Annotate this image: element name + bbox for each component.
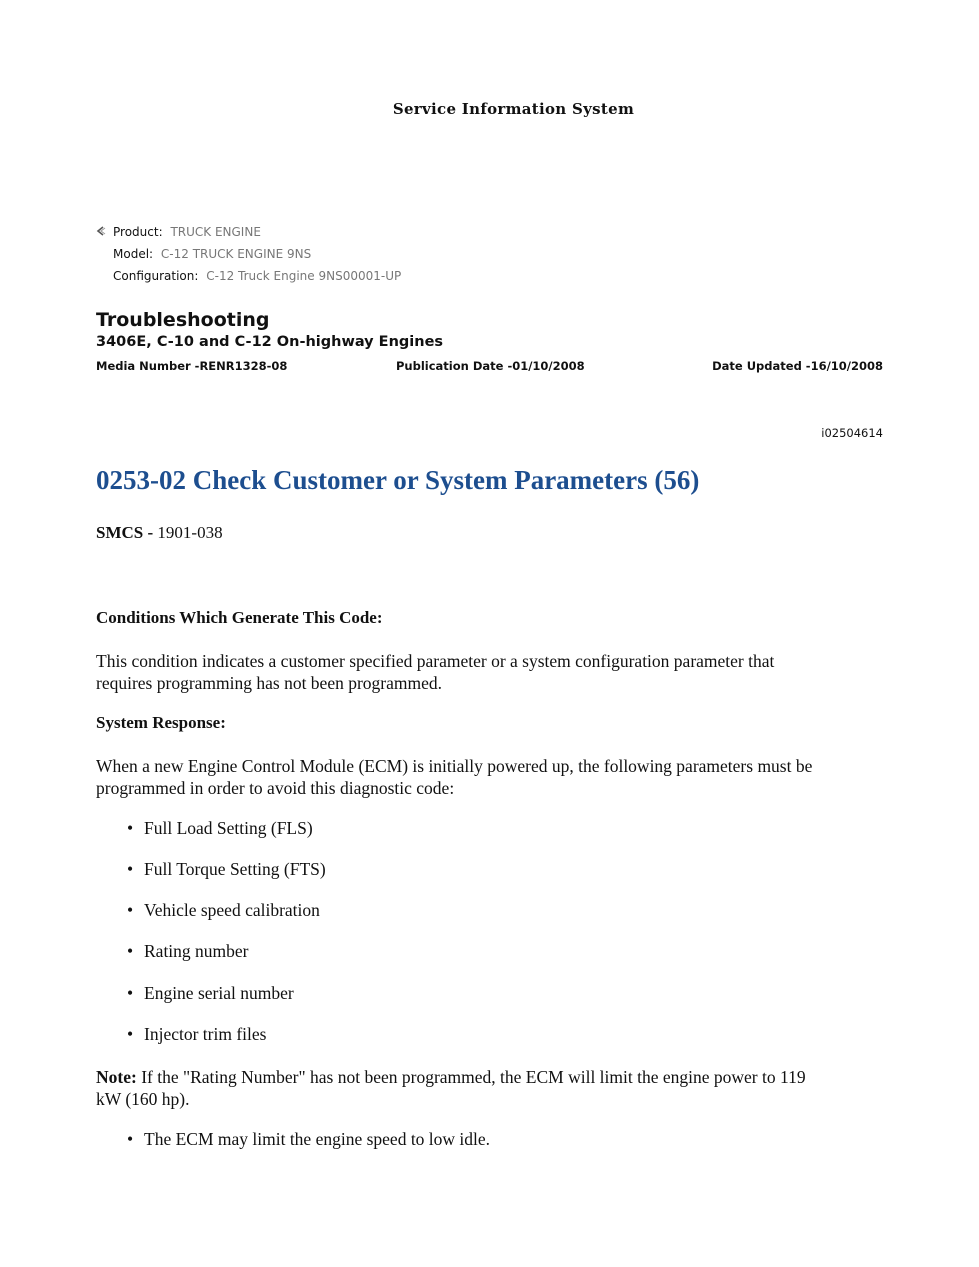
bullet-icon: •	[127, 1129, 134, 1149]
response-heading: System Response:	[96, 713, 226, 732]
system-title: Service Information System	[392, 100, 635, 118]
bullet-icon: •	[127, 1024, 134, 1044]
product-row	[96, 224, 401, 246]
document-subtitle: 3406E, C-10 and C-12 On-highway Engines	[96, 334, 444, 350]
back-arrow-icon[interactable]	[96, 226, 106, 236]
list-item	[127, 900, 320, 921]
product-label: Product:	[113, 225, 163, 239]
list-item	[127, 941, 249, 962]
product-value: TRUCK ENGINE	[170, 225, 261, 239]
note-paragraph	[96, 1066, 886, 1110]
configuration-value: C-12 Truck Engine 9NS00001-UP	[206, 269, 402, 283]
bullet-icon: •	[127, 941, 134, 961]
note-line: kW (160 hp).	[96, 1089, 190, 1109]
page-title: 0253-02 Check Customer or System Parameters (56)	[96, 465, 700, 495]
list-item-text: Vehicle speed calibration	[144, 900, 320, 920]
list-item-text: Full Load Setting (FLS)	[144, 818, 313, 838]
document-type: Troubleshooting	[96, 309, 270, 331]
configuration-row	[96, 268, 401, 290]
smcs-code	[96, 523, 223, 543]
bullet-icon: •	[127, 859, 134, 879]
list-item-text: Engine serial number	[144, 983, 294, 1003]
model-value: C-12 TRUCK ENGINE 9NS	[160, 247, 312, 261]
conditions-line: This condition indicates a customer specified parameter or a system configuration parameter that	[96, 651, 775, 671]
document-id: i02504614	[821, 426, 883, 440]
date-updated: Date Updated -16/10/2008	[712, 359, 883, 373]
response-line: When a new Engine Control Module (ECM) is initially powered up, the following parameters must be	[96, 756, 813, 776]
list-item	[127, 1129, 490, 1150]
list-item-text: Rating number	[144, 941, 249, 961]
list-item	[127, 859, 326, 880]
configuration-label: Configuration:	[113, 269, 199, 283]
list-item-text: Full Torque Setting (FTS)	[144, 859, 326, 879]
conditions-heading: Conditions Which Generate This Code:	[96, 608, 383, 627]
conditions-paragraph	[96, 650, 886, 694]
note-line	[96, 1066, 886, 1088]
list-item-text: Injector trim files	[144, 1024, 267, 1044]
list-item-text: The ECM may limit the engine speed to low idle.	[144, 1129, 491, 1149]
publication-meta	[96, 359, 883, 375]
product-info	[96, 224, 401, 290]
list-item	[127, 818, 313, 839]
response-paragraph	[96, 755, 886, 799]
list-item	[127, 1024, 266, 1045]
bullet-icon: •	[127, 818, 134, 838]
list-item	[127, 983, 294, 1004]
response-line: programmed in order to avoid this diagnostic code:	[96, 778, 455, 798]
bullet-icon: •	[127, 900, 134, 920]
model-label: Model:	[113, 247, 154, 261]
media-number: Media Number -RENR1328-08	[96, 359, 288, 373]
bullet-icon: •	[127, 983, 134, 1003]
conditions-line: requires programming has not been programmed.	[96, 673, 443, 693]
publication-date: Publication Date -01/10/2008	[396, 359, 585, 373]
note-label: Note:	[96, 1067, 137, 1087]
model-row	[96, 246, 401, 268]
note-text: If the "Rating Number" has not been programmed, the ECM will limit the engine power to 119	[141, 1067, 806, 1087]
smcs-value: 1901-038	[157, 523, 223, 542]
smcs-label: SMCS -	[96, 523, 154, 542]
